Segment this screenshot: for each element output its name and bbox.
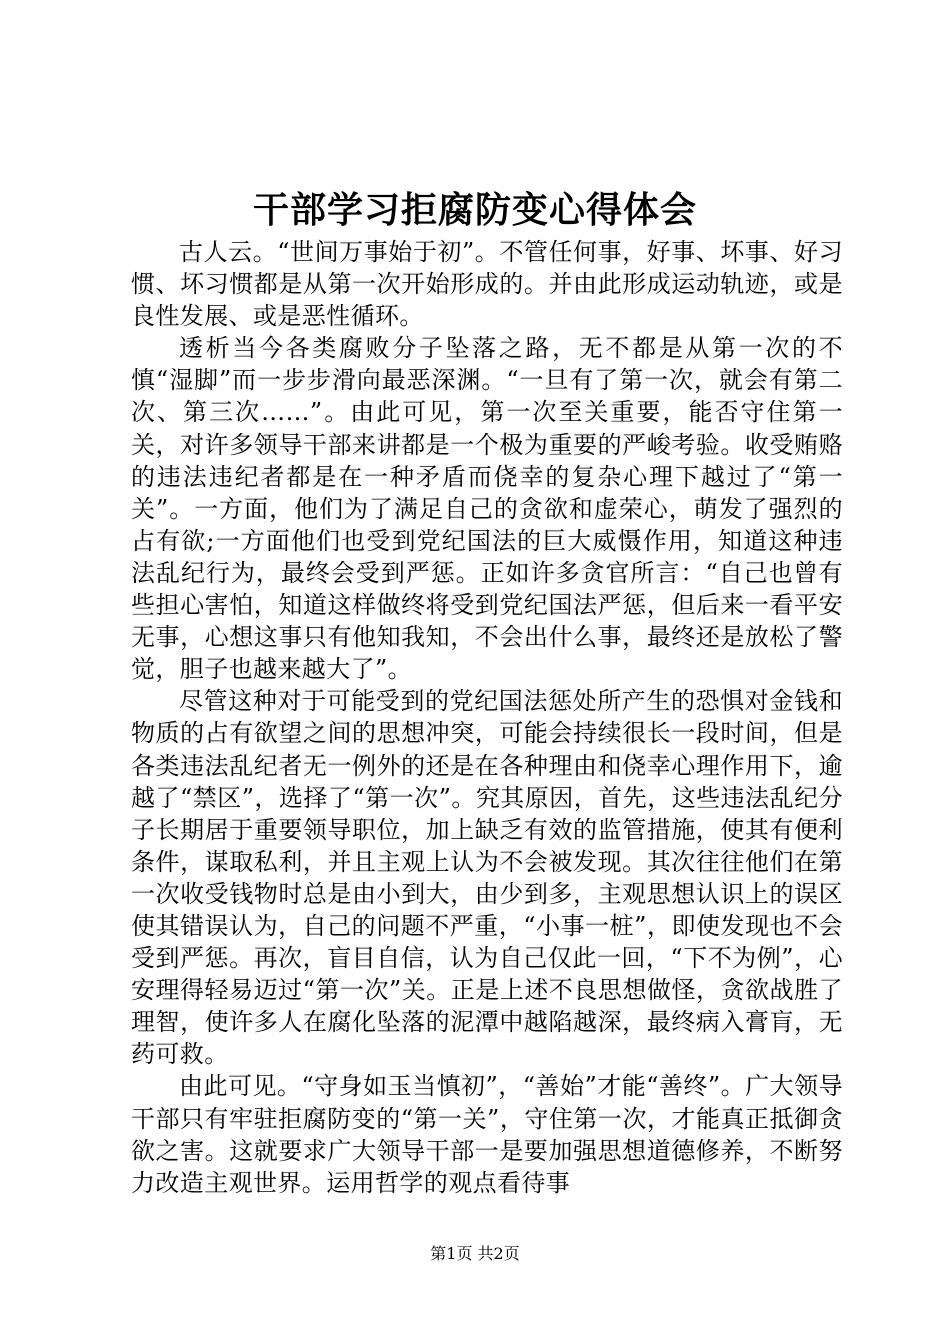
document-title: 干部学习拒腐防变心得体会	[252, 189, 697, 231]
paragraph-4: 由此可见。“守身如玉当慎初”，“善始”才能“善终”。广大领导干部只有牢驻拒腐防变的“第一关”，守住第一次，才能真正抵御贪欲之害。这就要求广大领导干部一是要加强思想道德修养，不断努力改造主观世界。运用哲学的观点看待事	[131, 1072, 843, 1197]
document-body	[131, 236, 843, 1199]
paragraph-3: 尽管这种对于可能受到的党纪国法惩处所产生的恐惧对金钱和物质的占有欲望之间的思想冲突，可能会持续很长一段时间，但是各类违法乱纪者无一例外的还是在各种理由和侥幸心理作用下，逾越了“禁区”，选择了“第一次”。究其原因，首先，这些违法乱纪分子长期居于重要领导职位，加上缺乏有效的监管措施，使其有便利条件，谋取私利，并且主观上认为不会被发现。其次往往他们在第一次收受钱物时总是由小到大，由少到多，主观思想认识上的误区使其错误认为，自己的问题不严重，“小事一桩”，即使发现也不会受到严惩。再次，盲目自信，认为自己仅此一回，“下不为例”，心安理得轻易迈过“第一次”关。正是上述不良思想做怪，贪欲战胜了理智，使许多人在腐化坠落的泥潭中越陷越深，最终病入膏肓，无药可救。	[131, 687, 843, 1069]
page-footer	[0, 1243, 950, 1265]
paragraph-1: 古人云。“世间万事始于初”。不管任何事，好事、坏事、好习惯、坏习惯都是从第一次开始形成的。并由此形成运动轨迹，或是良性发展、或是恶性循环。	[131, 238, 843, 331]
page-indicator: 第1页 共2页	[430, 1244, 520, 1263]
paragraph-2: 透析当今各类腐败分子坠落之路，无不都是从第一次的不慎“湿脚”而一步步滑向最恶深渊。“一旦有了第一次，就会有第二次、第三次……”。由此可见，第一次至关重要，能否守住第一关，对许多领导干部来讲都是一个极为重要的严峻考验。收受贿赂的违法违纪者都是在一种矛盾而侥幸的复杂心理下越过了“第一关”。一方面，他们为了满足自己的贪欲和虚荣心，萌发了强烈的占有欲;一方面他们也受到党纪国法的巨大威慑作用，知道这种违法乱纪行为，最终会受到严惩。正如许多贪官所言：“自己也曾有些担心害怕，知道这样做终将受到党纪国法严惩，但后来一看平安无事，心想这事只有他知我知，不会出什么事，最终还是放松了警觉，胆子也越来越大了”。	[131, 334, 843, 684]
